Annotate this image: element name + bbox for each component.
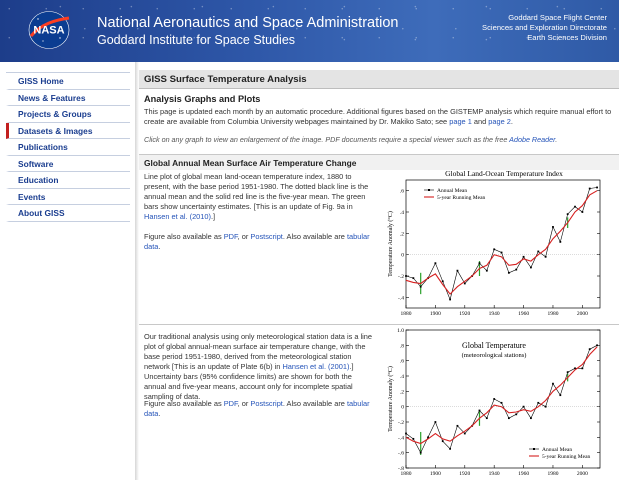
- y-tick-label: -.2: [398, 274, 404, 280]
- annual-mean-point: [493, 248, 495, 250]
- annual-mean-point: [457, 425, 459, 427]
- y-tick-label: .6: [399, 188, 404, 195]
- institute-title[interactable]: Goddard Institute for Space Studies: [97, 33, 296, 47]
- affiliation-gsfc[interactable]: Goddard Space Flight Center: [508, 13, 607, 22]
- section2-text: Our traditional analysis using only meteorological station data is a line plot of global annual-mean surface air temperature change, with the base period 1951-1980, derived from the meteorological station network [This is an update of Plate 6(b) in: [144, 332, 373, 371]
- y-axis-label: Temperature Anomaly (°C): [388, 211, 394, 277]
- section2-pdf-link[interactable]: PDF: [223, 399, 238, 408]
- y-tick-label: .6: [399, 358, 404, 365]
- annual-mean-point: [523, 256, 525, 258]
- y-tick-label: -.6: [398, 450, 404, 457]
- annual-mean-point: [559, 394, 561, 396]
- section1-tabular-data-link[interactable]: tabular data: [144, 232, 370, 251]
- section2-tabular-data-link[interactable]: tabular data: [144, 399, 370, 418]
- intro-text: This page is updated each month by an automatic procedure. Additional figures based on the GISTEMP analysis which require manual effort to create are available from Columbia University webpages maintained by Dr. Makiko Sato; see: [144, 107, 612, 126]
- annual-mean-point: [493, 398, 495, 400]
- intro-text: and: [471, 117, 489, 126]
- downloads-text: Figure also available as: [144, 232, 224, 241]
- annual-mean-point: [567, 371, 569, 373]
- affiliation-division[interactable]: Earth Sciences Division: [527, 33, 607, 42]
- x-tick-label: 1960: [518, 311, 530, 317]
- header-affiliations: [482, 13, 607, 43]
- x-tick-label: 1900: [429, 471, 441, 477]
- annual-mean-point: [486, 270, 488, 272]
- section2-text: .] Uncertainty bars (95% confidence limits) are shown for both the annual and five-year means, account only for incomplete spatial sampling of data.: [144, 362, 354, 401]
- intro-text: .: [510, 117, 513, 126]
- nav-list: [6, 72, 130, 222]
- y-tick-label: .2: [399, 231, 404, 238]
- annual-mean-point: [530, 417, 532, 419]
- y-tick-label: .4: [399, 210, 404, 216]
- annual-mean-point: [501, 402, 503, 404]
- nav-item-datasets-images[interactable]: Datasets & Images: [6, 123, 130, 140]
- section1-downloads: [144, 232, 376, 252]
- annual-mean-point: [412, 438, 414, 440]
- annual-mean-point: [545, 256, 547, 258]
- annual-mean-point: [449, 299, 451, 301]
- annual-mean-point: [420, 286, 422, 288]
- nav-item-news-features[interactable]: News & Features: [6, 90, 130, 107]
- section1-description: [144, 172, 376, 222]
- x-tick-label: 2000: [576, 311, 588, 317]
- annual-mean-point: [442, 280, 444, 282]
- annual-mean-point: [567, 213, 569, 215]
- x-tick-label: 1980: [547, 311, 559, 317]
- downloads-text: .: [158, 242, 161, 251]
- annual-mean-point: [479, 410, 481, 412]
- annual-mean-point: [530, 267, 532, 269]
- x-tick-label: 1940: [488, 471, 500, 477]
- section1-title: Global Annual Mean Surface Air Temperature Change: [144, 158, 357, 168]
- annual-mean-point: [464, 283, 466, 285]
- annual-mean-point: [581, 211, 583, 213]
- page-title: GISS Surface Temperature Analysis: [139, 70, 619, 89]
- nav-item-about-giss[interactable]: About GISS: [6, 205, 130, 222]
- x-tick-label: 1980: [547, 471, 559, 477]
- page2-link[interactable]: page 2: [488, 117, 511, 126]
- y-tick-label: -.8: [398, 466, 404, 472]
- main-content: [139, 62, 619, 480]
- annual-mean-point: [412, 277, 414, 279]
- annual-mean-point: [434, 421, 436, 423]
- plot-frame: [406, 180, 600, 308]
- x-tick-label: 1920: [459, 311, 471, 317]
- legend-annual-marker: [428, 189, 430, 191]
- x-tick-label: 1900: [429, 311, 441, 317]
- annual-mean-point: [589, 348, 591, 350]
- annual-mean-point: [523, 406, 525, 408]
- annual-mean-point: [464, 433, 466, 435]
- y-tick-label: 0: [401, 252, 404, 259]
- annual-mean-point: [508, 272, 510, 274]
- annual-mean-point: [545, 406, 547, 408]
- nasa-logo[interactable]: [27, 10, 71, 50]
- hansen-2001-link[interactable]: Hansen et al. (2001): [282, 362, 350, 371]
- station-temperature-chart[interactable]: [384, 326, 606, 480]
- legend-running-label: 5-year Running Mean: [437, 195, 486, 201]
- x-tick-label: 1940: [488, 311, 500, 317]
- y-tick-label: .2: [399, 389, 404, 396]
- annual-mean-point: [552, 226, 554, 228]
- note-text: Click on any graph to view an enlargement of the image. PDF documents require a special viewer such as the free: [144, 135, 510, 144]
- legend-annual-marker: [533, 448, 535, 450]
- site-header: [0, 0, 619, 62]
- annual-mean-point: [596, 187, 598, 189]
- y-tick-label: .4: [399, 374, 404, 380]
- x-tick-label: 1880: [400, 471, 412, 477]
- nasa-logo-text: NASA: [33, 24, 65, 37]
- intro-note: [144, 135, 612, 144]
- downloads-text: . Also available are: [282, 399, 347, 408]
- annual-mean-point: [501, 252, 503, 254]
- annual-mean-point: [552, 383, 554, 385]
- section2-downloads: [144, 399, 376, 419]
- nav-item-software[interactable]: Software: [6, 156, 130, 173]
- hansen-2010-link[interactable]: Hansen et al. (2010): [144, 212, 211, 221]
- annual-mean-point: [449, 448, 451, 450]
- legend-annual-label: Annual Mean: [542, 447, 573, 453]
- annual-mean-point: [442, 440, 444, 442]
- annual-mean-point: [486, 417, 488, 419]
- left-navigation: [0, 62, 135, 480]
- note-text: .: [555, 135, 558, 144]
- annual-mean-point: [479, 262, 481, 264]
- annual-mean-point: [574, 206, 576, 208]
- downloads-text: .: [158, 409, 161, 418]
- agency-title[interactable]: National Aeronautics and Space Administration: [97, 15, 399, 31]
- annual-mean-point: [537, 251, 539, 253]
- legend-running-label: 5-year Running Mean: [542, 454, 591, 460]
- annual-mean-point: [405, 433, 407, 435]
- section1-pdf-link[interactable]: PDF: [223, 232, 238, 241]
- x-tick-label: 1920: [459, 471, 471, 477]
- y-tick-label: -.2: [398, 420, 404, 426]
- chart-title: Global Temperature: [462, 341, 526, 350]
- nav-item-publications[interactable]: Publications: [6, 139, 130, 156]
- annual-mean-point: [581, 367, 583, 369]
- annual-mean-point: [589, 188, 591, 190]
- y-tick-label: -.4: [398, 295, 404, 302]
- downloads-text: , or: [237, 232, 251, 241]
- section-divider: [139, 324, 619, 325]
- annual-mean-point: [405, 275, 407, 277]
- nav-item-education[interactable]: Education: [6, 172, 130, 189]
- downloads-text: Figure also available as: [144, 399, 224, 408]
- downloads-text: . Also available are: [282, 232, 347, 241]
- section-heading: Analysis Graphs and Plots: [144, 94, 261, 104]
- section1-text: Line plot of global mean land-ocean temperature index, 1880 to present, with the base period 1951-1980. The dotted black line is the annual mean and the solid red line is the five-year mean. The green bars show uncertainty estimates. [This is an update of Fig. 9a in: [144, 172, 369, 211]
- x-tick-label: 1960: [518, 471, 530, 477]
- nav-item-projects-groups[interactable]: Projects & Groups: [6, 106, 130, 123]
- intro-paragraph: [144, 107, 612, 127]
- nav-item-giss-home[interactable]: GISS Home: [6, 73, 130, 90]
- section1-text: .]: [210, 212, 216, 221]
- nav-item-events[interactable]: Events: [6, 189, 130, 206]
- section2-description: [144, 332, 376, 402]
- adobe-reader-link[interactable]: Adobe Reader: [509, 135, 556, 144]
- affiliation-directorate[interactable]: Sciences and Exploration Directorate: [482, 23, 607, 32]
- annual-mean-point: [508, 417, 510, 419]
- annual-mean-point: [559, 241, 561, 243]
- x-tick-label: 2000: [576, 471, 588, 477]
- annual-mean-point: [434, 262, 436, 264]
- chart-title: Global Land-Ocean Temperature Index: [445, 169, 563, 178]
- y-tick-label: .8: [399, 343, 404, 350]
- y-axis-label: Temperature Anomaly (°C): [388, 366, 394, 432]
- annual-mean-point: [420, 452, 422, 454]
- annual-mean-point: [457, 270, 459, 272]
- y-tick-label: -.4: [398, 435, 404, 442]
- annual-mean-point: [515, 269, 517, 271]
- y-tick-label: 1.0: [397, 328, 404, 334]
- section1-postscript-link[interactable]: Postscript: [250, 232, 283, 241]
- annual-mean-point: [515, 413, 517, 415]
- land-ocean-temperature-chart[interactable]: [384, 166, 606, 322]
- annual-mean-point: [596, 344, 598, 346]
- x-tick-label: 1880: [400, 311, 412, 317]
- section2-postscript-link[interactable]: Postscript: [250, 399, 283, 408]
- y-tick-label: 0: [401, 404, 404, 411]
- downloads-text: , or: [237, 399, 251, 408]
- page1-link[interactable]: page 1: [449, 117, 472, 126]
- chart-subtitle: (meteorological stations): [461, 352, 527, 359]
- annual-mean-point: [537, 402, 539, 404]
- legend-annual-label: Annual Mean: [437, 188, 468, 194]
